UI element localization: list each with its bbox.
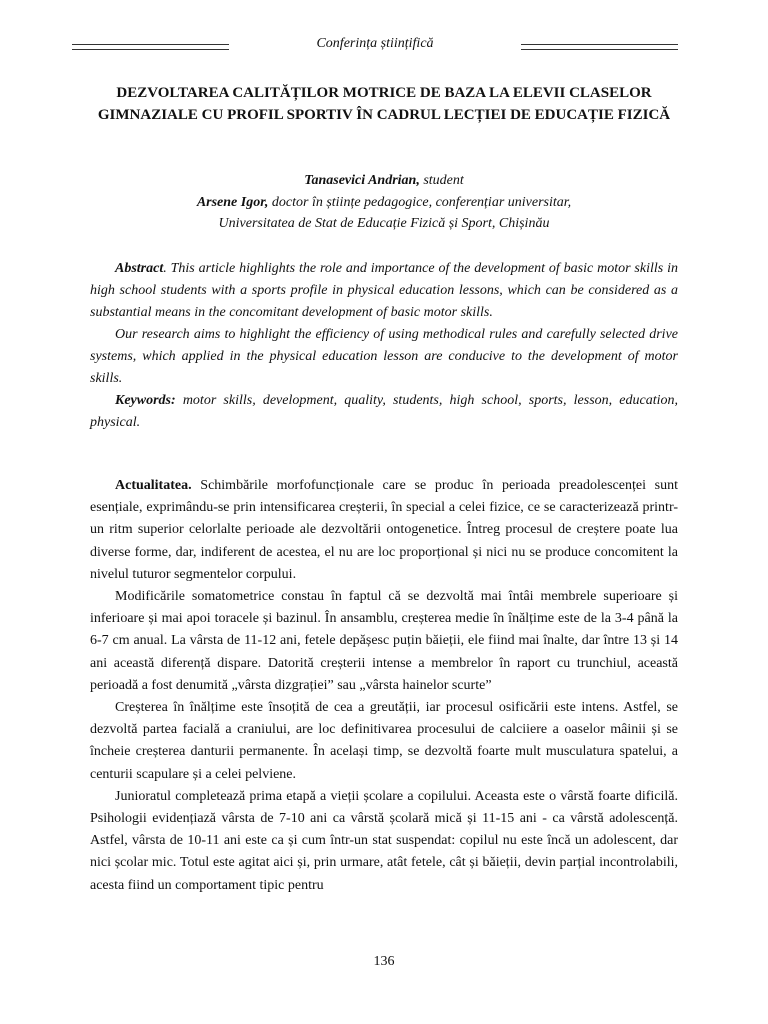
author-block bbox=[90, 170, 678, 235]
abstract bbox=[90, 258, 678, 434]
keywords-paragraph bbox=[90, 390, 678, 434]
abstract-paragraph-1 bbox=[90, 258, 678, 324]
body-paragraph-4: Junioratul completează prima etapă a vieții școlare a copilului. Aceasta este o vârstă foarte dificilă. Psihologii evidențiază vârsta de 7-10 ani ca vârstă școlară mică și 11-15 ani - ca vârstă adolescență. Astfel, vârsta de 10-11 ani este ca și cum într-un stat suspendat: copilul nu este încă un adolescent, dar nici școlar mic. Totul este agitat aici și, prin urmare, atât fetele, cât și băieții, devin parțial incontrolabili, acesta fiind un comportament tipic pentru bbox=[90, 788, 678, 893]
keywords-label: Keywords: bbox=[115, 393, 176, 408]
body-text-1: Schimbările morfofuncționale care se produc în perioada preadolescenței sunt esențiale, exprimându-se prin intensificarea creșterii, în special a celei fizice, ce se caracterizează printr-un ritm superior celorlalte perioade ale dezvoltării ontogenetice. Întreg procesul de creștere poate lua diverse forme, dar, indiferent de acestea, el nu are loc proporțional și nici nu se produce concomitent la nivelul tuturor segmentelor corpului. bbox=[90, 478, 678, 582]
body-paragraph-3: Creșterea în înălțime este însoțită de cea a greutății, iar procesul osificării este intens. Astfel, se dezvoltă partea facială a craniului, are loc definitivarea procesului de calciiere a oaselor mâinii și se încheie creșterea danturii permanente. În același timp, se dezvoltă foarte mult musculatura spatelui, a centurii scapulare și a celei pelviene. bbox=[90, 700, 678, 782]
body-text bbox=[90, 475, 678, 897]
author-2-name: Arsene Igor, bbox=[196, 194, 269, 210]
conference-name: Conferința științifică bbox=[316, 36, 434, 51]
author-1 bbox=[90, 170, 678, 192]
keywords-text: motor skills, development, quality, students, high school, sports, lesson, education, physical. bbox=[90, 393, 678, 430]
header-rule-right bbox=[521, 44, 678, 50]
running-header bbox=[72, 36, 678, 56]
abstract-label: Abstract bbox=[115, 261, 164, 276]
body-paragraph-2: Modificările somatometrice constau în faptul că se dezvoltă mai întâi membrele superioare și inferioare și mai apoi toracele și bazinul. În ansamblu, creșterea medie în înălțime este de la 3-4 până la 6-7 cm anual. La vârsta de 11-12 ani, fetele depășesc puțin băieții, ele fiind mai înalte, dar între 13 și 14 ani această diferență dispare. Datorită creșterii intense a membrelor în raport cu trunchiul, această perioadă a fost denumită „vârsta dizgrației” sau „vârsta hainelor scurte” bbox=[90, 589, 678, 693]
abstract-paragraph-2: Our research aims to highlight the efficiency of using methodical rules and carefully selected drive systems, which applied in the physical education lesson are conducive to the development of motor skills. bbox=[90, 327, 678, 386]
page-number: 136 bbox=[373, 954, 395, 969]
author-2 bbox=[90, 192, 678, 214]
author-2-role: doctor în științe pedagogice, conferențiar universitar, bbox=[268, 194, 572, 210]
body-paragraph-1 bbox=[90, 475, 678, 586]
paper-title: DEZVOLTAREA CALITĂȚILOR MOTRICE DE BAZA LA ELEVII CLASELOR GIMNAZIALE CU PROFIL SPORTIV ÎN CADRUL LECȚIEI DE EDUCAȚIE FIZICĂ bbox=[97, 85, 671, 123]
author-1-role: student bbox=[419, 173, 464, 188]
abstract-text-1: . This article highlights the role and importance of the development of basic motor skills in high school students with a sports profile in physical education lessons, which can be considered as a substantial means in the concomitant development of basic motor skills. bbox=[90, 261, 678, 320]
section-heading-actualitatea: Actualitatea. bbox=[115, 478, 192, 493]
affiliation: Universitatea de Stat de Educație Fizică și Sport, Chișinău bbox=[218, 216, 550, 231]
author-1-name: Tanasevici Andrian, bbox=[304, 173, 420, 188]
